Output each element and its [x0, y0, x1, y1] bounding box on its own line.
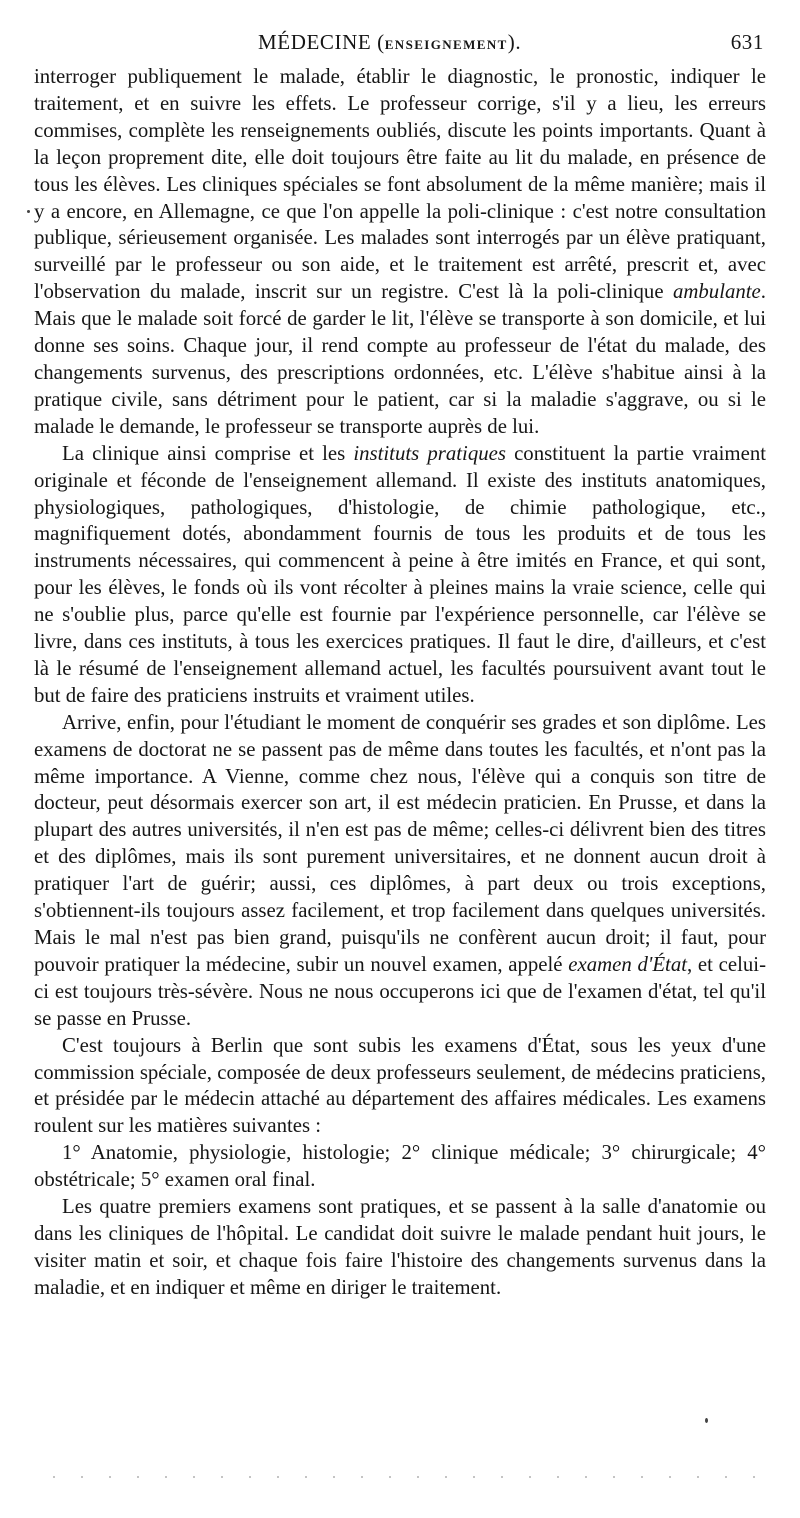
paragraph-1-segment-3: . Mais que le malade soit forcé de garder le lit, l'élève se transporte à son domicile, et lui donne ses soins. Chaque jour, il rend compte au professeur de l'état du malade, des changements survenus, des prescriptions ordonnées, etc. L'élève s'habitue ainsi à la pratique civile, sans détriment pour le patient, car si la maladie s'aggrave, ou si le malade le demande, le professeur se transporte auprès de lui. — [34, 280, 766, 438]
paragraph-4-segment-1: C'est toujours à Berlin que sont subis les examens d'État, sous les yeux d'une commission spéciale, composée de deux professeurs seulement, de médecins praticiens, et présidée par le médecin attaché au département des affaires médicales. Les examens roulent sur les matières suivantes : — [34, 1033, 766, 1138]
paragraph-2-segment-1: La clinique ainsi comprise et les — [62, 441, 354, 465]
paragraph-2-segment-3: constituent la partie vraiment originale et féconde de l'enseignement allemand. Il existe des instituts anatomiques, physiologiques, pathologiques, d'histologie, de chimie pathologique, etc., magnifiquement dotés, abondamment fournis de tous les produits et de tous les instruments nécessaires, qui commencent à peine à être imités en France, et qui sont, pour les élèves, le fonds où ils vont récolter à pleines mains la vraie science, celle qui ne s'oublie plus, parce qu'elle est fournie par l'expérience personnelle, car l'élève se livre, dans ces instituts, à tous les exercices pratiques. Il faut le dire, d'ailleurs, et c'est là le résumé de l'enseignement allemand actuel, les facultés poursuivent avant tout le but de faire des praticiens instruits et vraiment utiles. — [34, 441, 766, 707]
paragraph-6-segment-1: Les quatre premiers examens sont pratiques, et se passent à la salle d'anatomie ou dans les cliniques de l'hôpital. Le candidat doit suivre le malade pendant huit jours, le visiter matin et soir, et chaque fois faire l'histoire des changements survenus dans la maladie, et en indiquer et même en diriger le traitement. — [34, 1195, 766, 1299]
page-number: 631 — [730, 30, 764, 54]
paragraph-6 — [34, 1194, 766, 1302]
paragraph-1-italic-ambulante: ambulante — [672, 280, 761, 304]
running-title-close: ). — [507, 30, 522, 54]
paragraph-3-italic-examen-etat: examen d'État — [568, 952, 687, 976]
paragraph-1 — [34, 64, 766, 441]
bottom-print-marks — [40, 1476, 760, 1478]
paragraph-3 — [34, 710, 766, 1033]
body-text — [34, 64, 766, 1302]
print-speck — [705, 1418, 708, 1423]
running-title-smallcaps: ENSEIGNEMENT — [384, 37, 508, 52]
paragraph-3-segment-3: , et celui-ci est toujours très-sévère. Nous ne nous occuperons ici que de l'examen d'état, tel qu'il se passe en Prusse. — [34, 952, 766, 1030]
paragraph-2-italic-instituts: instituts pratiques — [353, 441, 506, 465]
print-speck — [27, 210, 30, 213]
running-title — [258, 30, 521, 55]
paragraph-5-segment-1: 1° Anatomie, physiologie, histologie; 2° clinique médicale; 3° chirurgicale; 4° obstétricale; 5° examen oral final. — [34, 1141, 766, 1192]
paragraph-1-segment-1: interroger publiquement le malade, établir le diagnostic, le pronostic, indiquer le traitement, et en suivre les effets. Le professeur corrige, s'il y a lieu, les erreurs commises, complète les renseignements oubliés, discute les points importants. Quant à la leçon proprement dite, elle doit toujours être faite au lit du malade, en présence de tous les élèves. Les cliniques spéciales se font absolument de la même manière; mais il y a encore, en Allemagne, ce que l'on appelle la poli-clinique : c'est notre consultation publique, sérieusement organisée. Les malades sont interrogés par un élève pratiquant, surveillé par le professeur ou son aide, et le traitement est arrêté, prescrit et, avec l'observation du malade, inscrit sur un registre. C'est là la poli-clinique — [34, 65, 766, 304]
paragraph-5-exam-list — [34, 1140, 766, 1194]
paragraph-4 — [34, 1033, 766, 1141]
paragraph-2 — [34, 441, 766, 710]
running-title-main: MÉDECINE ( — [258, 30, 385, 54]
running-head — [34, 26, 766, 60]
paragraph-3-segment-1: Arrive, enfin, pour l'étudiant le moment de conquérir ses grades et son diplôme. Les examens de doctorat ne se passent pas de même dans toutes les facultés, et n'ont pas la même importance. A Vienne, comme chez nous, l'élève qui a conquis son titre de docteur, peut désormais exercer son art, il est médecin praticien. En Prusse, et dans la plupart des autres universités, il n'en est pas de même; celles-ci délivrent bien des titres et des diplômes, mais ils sont purement universitaires, et ne donnent aucun droit à pratiquer l'art de guérir; aussi, ces diplômes, à part deux ou trois exceptions, s'obtiennent-ils toujours assez facilement, et trop facilement dans quelques universités. Mais le mal n'est pas bien grand, puisqu'ils ne confèrent aucun droit; il faut, pour pouvoir pratiquer la médecine, subir un nouvel examen, appelé — [34, 710, 766, 976]
